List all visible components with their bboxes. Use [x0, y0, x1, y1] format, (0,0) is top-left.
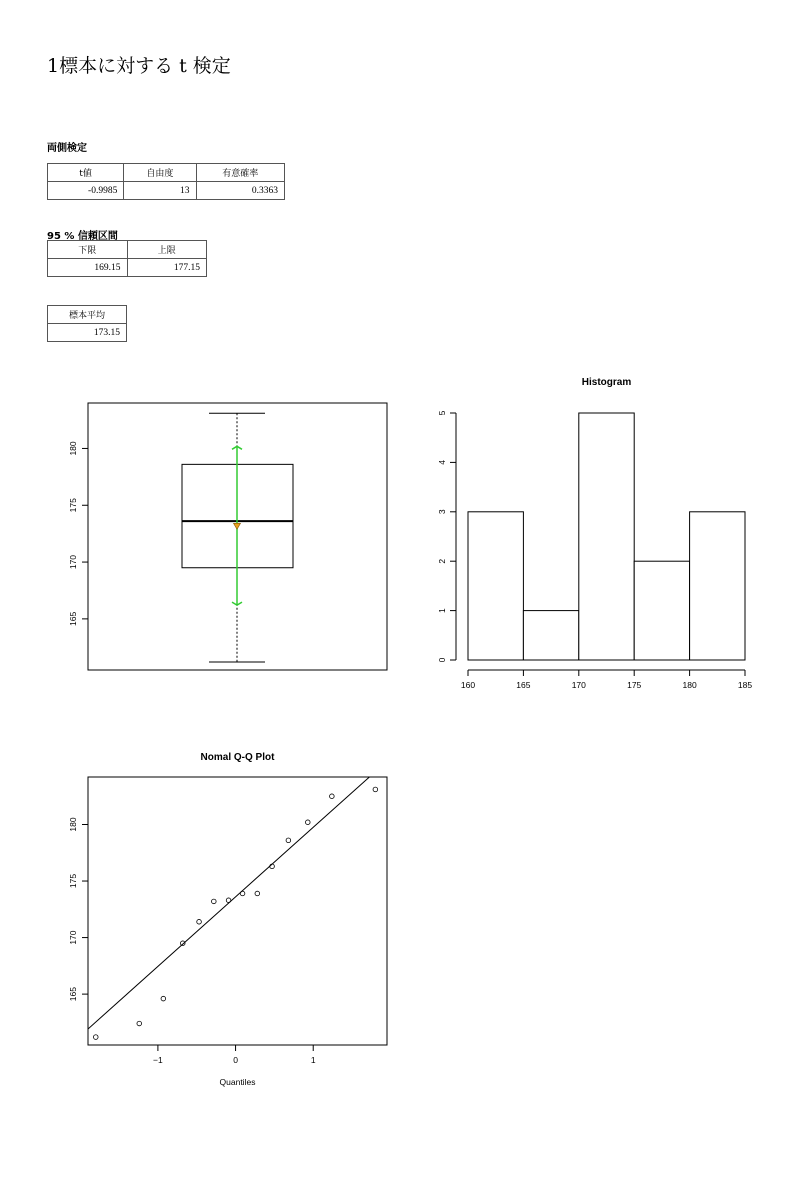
t-test-table — [47, 163, 285, 200]
p-value-header: 有意確率 — [196, 164, 284, 182]
box-y-tick-label: 170 — [68, 554, 78, 570]
qq-point — [373, 787, 378, 792]
histogram-title: Histogram — [581, 377, 632, 388]
mean-header: 標本平均 — [48, 306, 127, 324]
qq-point — [330, 794, 335, 799]
qq-x-tick-label: 1 — [310, 1055, 316, 1065]
hist-x-tick-label: 170 — [571, 680, 586, 690]
hist-x-tick-label: 180 — [682, 680, 697, 690]
qq-point — [255, 891, 260, 896]
qq-point — [161, 996, 166, 1001]
ci-lower-cell: 169.15 — [48, 259, 128, 277]
qq-x-axis-label: Quantiles — [219, 1077, 256, 1087]
hist-x-tick-label: 175 — [627, 680, 642, 690]
box-y-tick-label: 180 — [68, 441, 78, 456]
qq-frame — [88, 777, 387, 1045]
histogram-bar — [634, 561, 689, 660]
qq-point — [286, 838, 291, 843]
hist-x-tick-label: 160 — [460, 680, 476, 690]
hist-y-tick-label: 4 — [437, 460, 447, 465]
qq-point — [93, 1035, 98, 1040]
p-value-cell: 0.3363 — [196, 182, 284, 200]
mean-table — [47, 305, 127, 342]
qq-point — [137, 1021, 142, 1026]
histogram-bar — [523, 611, 578, 660]
ci-upper-header: 上限 — [127, 241, 207, 259]
box-y-tick-label: 175 — [68, 498, 78, 513]
df-header: 自由度 — [124, 164, 196, 182]
ci-label: 95 % 信頼区間 — [47, 231, 118, 242]
box-plot — [40, 380, 400, 690]
histogram-bar — [579, 413, 634, 660]
qq-point — [226, 898, 231, 903]
qq-y-tick-label: 165 — [68, 987, 78, 1002]
ci-lower-header: 下限 — [48, 241, 128, 259]
hist-y-tick-label: 1 — [437, 608, 447, 613]
histogram-bar — [690, 512, 745, 660]
ci-table — [47, 240, 207, 277]
page-title: 1標本に対する t 検定 — [47, 55, 231, 77]
qq-plot — [40, 745, 400, 1095]
hist-y-tick-label: 3 — [437, 509, 447, 515]
mean-cell: 173.15 — [48, 324, 127, 342]
histogram-bar — [468, 512, 523, 660]
qq-y-tick-label: 170 — [68, 930, 78, 945]
histogram-chart — [420, 368, 760, 698]
qq-point — [212, 899, 217, 904]
df-cell: 13 — [124, 182, 196, 200]
hist-x-tick-label: 185 — [737, 680, 753, 690]
qq-point — [305, 820, 310, 825]
qq-title: Nomal Q-Q Plot — [200, 752, 275, 763]
qq-x-tick-label: 0 — [233, 1055, 238, 1065]
t-value-header: t値 — [48, 164, 124, 182]
qq-reference-line — [88, 761, 387, 1029]
hist-y-tick-label: 0 — [437, 657, 447, 663]
qq-y-tick-label: 180 — [68, 817, 78, 832]
qq-x-tick-label: −1 — [153, 1055, 163, 1065]
hist-y-tick-label: 2 — [437, 558, 447, 564]
ci-upper-cell: 177.15 — [127, 259, 207, 277]
t-value-cell: -0.9985 — [48, 182, 124, 200]
qq-y-tick-label: 175 — [68, 873, 78, 889]
hist-x-tick-label: 165 — [516, 680, 531, 690]
qq-point — [197, 919, 202, 924]
qq-point — [240, 891, 245, 896]
box-y-tick-label: 165 — [68, 611, 78, 626]
two-sided-label: 両側検定 — [47, 143, 87, 154]
hist-y-tick-label: 5 — [437, 410, 447, 416]
